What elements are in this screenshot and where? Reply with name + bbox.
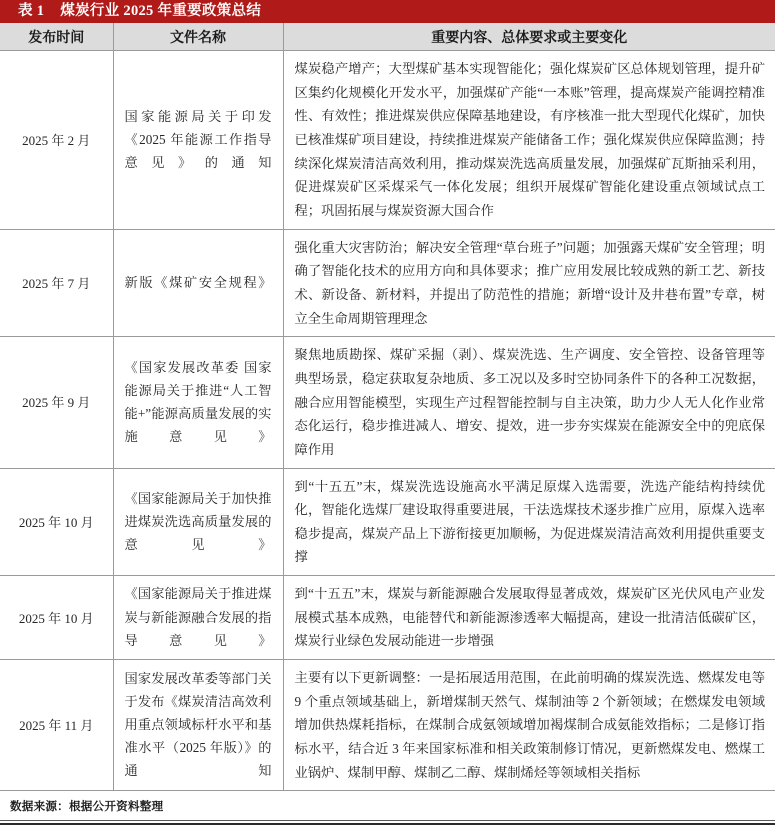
cell-date: 2025 年 10 月 xyxy=(0,468,113,576)
cell-document-name: 《国家发展改革委 国家能源局关于推进“人工智能+”能源高质量发展的实施意见》 xyxy=(113,337,283,468)
cell-document-name: 国家发展改革委等部门关于发布《煤炭清洁高效利用重点领域标杆水平和基准水平（2025 年版）》的通知 xyxy=(113,660,283,791)
cell-document-name: 《国家能源局关于推进煤炭与新能源融合发展的指导意见》 xyxy=(113,576,283,660)
column-header-content: 重要内容、总体要求或主要变化 xyxy=(283,23,775,51)
column-header-name: 文件名称 xyxy=(113,23,283,51)
cell-content: 主要有以下更新调整：一是拓展适用范围，在此前明确的煤炭洗选、燃煤发电等 9 个重点领域基础上，新增煤制天然气、煤制油等 2 个新领域；在燃煤发电领域增加供热煤耗指标，在煤制合成氨领域增加褐煤制合成氨能效指标；二是修订指标水平，结合近 3 年来国家标准和相关政策制修订情况，更新燃煤发电、燃煤工业锅炉、煤制甲醇、煤制乙二醇、煤制烯烃等领域相关指标 xyxy=(283,660,775,791)
table-row xyxy=(0,337,775,468)
table-body xyxy=(0,51,775,791)
table-header xyxy=(0,23,775,51)
cell-date: 2025 年 7 月 xyxy=(0,229,113,337)
cell-content: 到“十五五”末，煤炭洗选设施高水平满足原煤入选需要，洗选产能结构持续优化，智能化选煤厂建设取得重要进展，干法选煤技术逐步推广应用，原煤入选率稳步提高，煤炭产品上下游衔接更加顺畅，为促进煤炭清洁高效利用提供重要支撑 xyxy=(283,468,775,576)
table-row xyxy=(0,229,775,337)
data-source-note: 数据来源：根据公开资料整理 xyxy=(10,800,164,814)
table-row xyxy=(0,51,775,230)
table-row xyxy=(0,660,775,791)
table-row xyxy=(0,468,775,576)
cell-document-name: 新版《煤矿安全规程》 xyxy=(113,229,283,337)
cell-document-name: 国家能源局关于印发《2025 年能源工作指导意见》的通知 xyxy=(113,51,283,230)
table-row xyxy=(0,576,775,660)
table-title-banner xyxy=(0,0,775,23)
table-title-text: 煤炭行业 2025 年重要政策总结 xyxy=(60,3,262,19)
cell-document-name: 《国家能源局关于加快推进煤炭洗选高质量发展的意见》 xyxy=(113,468,283,576)
column-header-date: 发布时间 xyxy=(0,23,113,51)
cell-content: 到“十五五”末，煤炭与新能源融合发展取得显著成效，煤炭矿区光伏风电产业发展模式基本成熟，电能替代和新能源渗透率大幅提高，建设一批清洁低碳矿区，煤炭行业绿色发展动能进一步增强 xyxy=(283,576,775,660)
cell-content: 聚焦地质勘探、煤矿采掘（剥）、煤炭洗选、生产调度、安全管控、设备管理等典型场景，稳定获取复杂地质、多工况以及多时空协同条件下的各种工况数据，融合应用智能模型，实现生产过程智能控制与自主决策，助力少人无人化作业常态化运行，稳步推进减人、增安、提效，进一步夯实煤炭在能源安全中的兜底保障作用 xyxy=(283,337,775,468)
table-number: 表 1 xyxy=(18,3,45,19)
footnote-area xyxy=(0,791,775,821)
cell-date: 2025 年 11 月 xyxy=(0,660,113,791)
cell-date: 2025 年 9 月 xyxy=(0,337,113,468)
cell-date: 2025 年 2 月 xyxy=(0,51,113,230)
cell-content: 煤炭稳产增产；大型煤矿基本实现智能化；强化煤炭矿区总体规划管理，提升矿区集约化规模化开发水平，加强煤矿产能“一本账”管理，提高煤炭产能调控精准性、有效性；推进煤炭供应保障基地建设，有序核准一批大型现代化煤矿，加快已核准煤矿项目建设，持续推进煤炭产能储备工作；强化煤炭供应保障监测；持续深化煤炭清洁高效利用，推动煤炭洗选高质量发展，加强煤矿瓦斯抽采利用，促进煤炭矿区采煤采气一体化发展；组织开展煤矿智能化建设重点领域试点工程；巩固拓展与煤炭资源大国合作 xyxy=(283,51,775,230)
policy-summary-table xyxy=(0,23,775,791)
table-header-row xyxy=(0,23,775,51)
cell-date: 2025 年 10 月 xyxy=(0,576,113,660)
cell-content: 强化重大灾害防治；解决安全管理“草台班子”问题；加强露天煤矿安全管理；明确了智能化技术的应用方向和具体要求；推广应用发展比较成熟的新工艺、新技术、新设备、新材料，并提出了防范性的措施；新增“设计及井巷布置”专章，树立全生命周期管理理念 xyxy=(283,229,775,337)
